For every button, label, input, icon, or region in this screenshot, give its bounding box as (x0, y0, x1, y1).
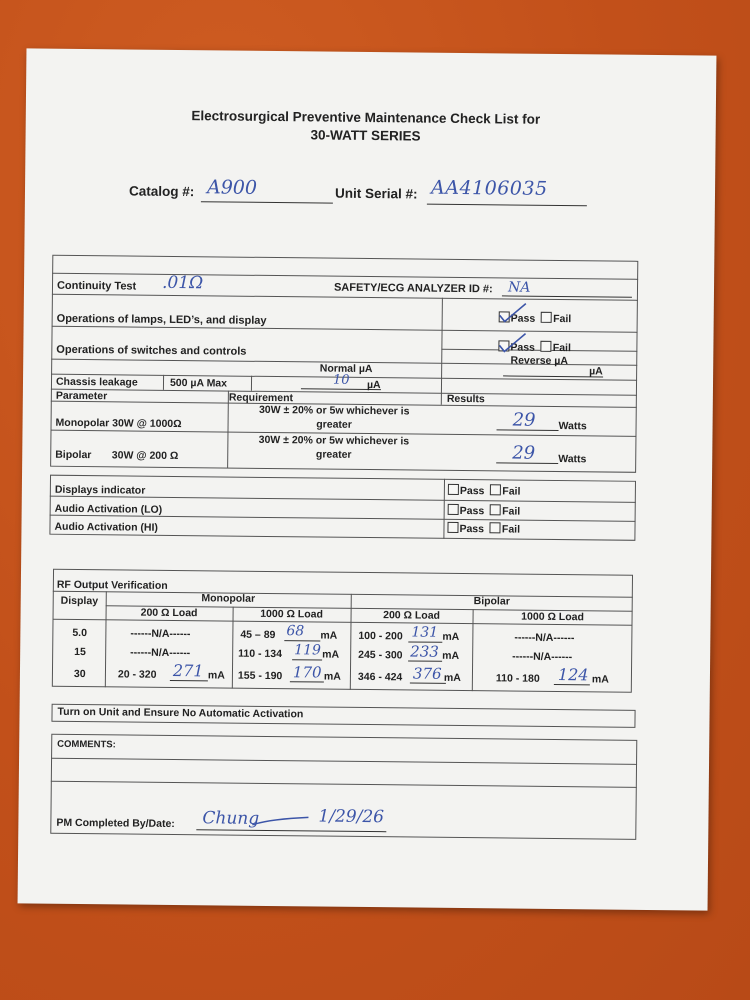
completion-date: 1/29/26 (318, 806, 385, 828)
serial-label: Unit Serial #: (334, 185, 418, 202)
rf-unit: mA (443, 671, 461, 684)
comments-label: COMMENTS: (57, 738, 116, 751)
audio-lo-pass-fail: Pass Fail (448, 504, 521, 518)
audio-hi-label: Audio Activation (HI) (54, 520, 158, 534)
switches-fail-checkbox[interactable] (541, 341, 552, 352)
chassis-max: 500 µA Max (169, 376, 228, 390)
rf-bi-200-range: 100 - 200 (358, 629, 403, 643)
rf-mono-1000-header: 1000 Ω Load (260, 607, 323, 621)
displays-indicator-label: Displays indicator (54, 483, 146, 497)
rf-title: RF Output Verification (56, 578, 168, 592)
rf-mono-1000-range: 110 - 134 (238, 647, 283, 661)
monopolar-requirement-1: 30W ± 20% or 5w whichever is (258, 403, 410, 418)
chassis-leakage-label: Chassis leakage (55, 375, 138, 389)
rf-bi-1000-range: ------N/A------ (512, 650, 573, 664)
normal-ua-header: Normal µA (319, 362, 373, 376)
normal-ua-unit: µA (366, 378, 381, 392)
ensure-label: Turn on Unit and Ensure No Automatic Activation (57, 705, 304, 721)
rf-unit: mA (322, 648, 340, 661)
monopolar-watts-value: 29 (512, 409, 536, 431)
pm-completed-label: PM Completed By/Date: (56, 816, 175, 831)
rf-mono-200-value: 271 (172, 660, 204, 681)
rf-bi-1000-value: 124 (557, 665, 589, 685)
rf-unit: mA (207, 669, 225, 682)
displays-indicator-pass-fail: Pass Fail (448, 484, 521, 498)
audio-hi-fail-checkbox[interactable] (490, 522, 501, 533)
rf-mono-1000-value: 68 (286, 623, 305, 640)
serial-value: AA4106035 (430, 176, 548, 200)
analyzer-label: SAFETY/ECG ANALYZER ID #: (333, 281, 493, 296)
lamps-pass-fail: Pass Fail (499, 311, 572, 325)
bipolar-watts-unit: Watts (558, 453, 587, 466)
rf-bi-1000-range: ------N/A------ (514, 631, 575, 645)
results-header: Results (446, 392, 485, 406)
normal-ua-value: 10 (332, 372, 350, 388)
switches-pass-check-mark (495, 330, 535, 354)
rf-bi-200-range: 245 - 300 (358, 648, 403, 662)
rf-unit: mA (320, 629, 338, 642)
rf-unit: mA (442, 630, 460, 643)
rf-mono-1000-value: 170 (292, 663, 322, 682)
rf-unit: mA (323, 670, 341, 683)
rf-bi-200-range: 346 - 424 (357, 670, 403, 684)
reverse-ua-unit: µA (589, 365, 603, 378)
lamps-pass-check-mark (496, 300, 536, 324)
form-subtitle: 30-WATT SERIES (310, 127, 421, 144)
reverse-ua-header: Reverse µA (510, 354, 569, 368)
catalog-value: A900 (206, 176, 258, 199)
rf-bi-200-header: 200 Ω Load (383, 609, 441, 622)
rf-mono-1000-range: 45 – 89 (240, 628, 276, 642)
rf-bi-1000-range: 110 - 180 (495, 672, 540, 685)
rf-mono-200-range: 20 - 320 (117, 668, 157, 681)
rf-mono-1000-range: 155 - 190 (237, 669, 283, 683)
signature: Chung (202, 808, 260, 829)
audio-hi-pass-checkbox[interactable] (447, 522, 458, 533)
rf-monopolar-header: Monopolar (201, 592, 256, 605)
catalog-label: Catalog #: (128, 183, 195, 200)
rf-display-value: 15 (74, 645, 86, 659)
rf-mono-200-range: ------N/A------ (130, 627, 191, 641)
audio-lo-pass-checkbox[interactable] (448, 504, 459, 515)
rf-mono-1000-value: 119 (294, 642, 322, 659)
switches-label: Operations of switches and controls (56, 343, 247, 358)
signature-flourish (250, 815, 310, 830)
rf-display-header: Display (60, 594, 99, 608)
audio-hi-pass-fail: Pass Fail (447, 522, 520, 536)
rf-bi-200-value: 131 (411, 624, 439, 641)
analyzer-value: NA (507, 279, 531, 296)
lamps-fail-checkbox[interactable] (541, 312, 552, 323)
rf-unit: mA (591, 673, 609, 686)
audio-lo-fail-checkbox[interactable] (490, 504, 501, 515)
lamps-label: Operations of lamps, LED’s, and display (56, 312, 267, 327)
rf-bi-1000-header: 1000 Ω Load (521, 610, 584, 624)
rf-mono-200-range: ------N/A------ (130, 646, 191, 660)
bipolar-requirement-1: 30W ± 20% or 5w whichever is (258, 433, 410, 448)
bipolar-requirement-2: greater (315, 448, 352, 461)
displays-fail-checkbox[interactable] (490, 484, 501, 495)
rf-bi-200-value: 233 (410, 642, 439, 661)
continuity-label: Continuity Test (56, 279, 137, 293)
bipolar-parameter: Bipolar 30W @ 200 Ω (55, 448, 179, 463)
rf-bi-200-value: 376 (412, 664, 442, 683)
monopolar-parameter: Monopolar 30W @ 1000Ω (55, 416, 182, 431)
continuity-value: .01Ω (161, 272, 204, 294)
displays-pass-checkbox[interactable] (448, 484, 459, 495)
bipolar-watts-value: 29 (512, 442, 536, 464)
requirement-header: Requirement (228, 391, 294, 405)
checklist-sheet (18, 48, 717, 910)
monopolar-watts-unit: Watts (558, 420, 587, 433)
rf-mono-200-header: 200 Ω Load (140, 606, 198, 620)
audio-lo-label: Audio Activation (LO) (54, 502, 163, 516)
rf-display-value: 5.0 (72, 626, 88, 640)
switches-pass-fail: Pass Fail (498, 340, 571, 354)
monopolar-requirement-2: greater (316, 418, 352, 431)
form-title: Electrosurgical Preventive Maintenance Check List for (191, 108, 541, 127)
catalog-underline (201, 201, 333, 203)
serial-underline (427, 204, 587, 207)
rf-display-value: 30 (73, 667, 86, 681)
rf-bipolar-header: Bipolar (473, 595, 510, 608)
parameter-header: Parameter (55, 389, 108, 403)
rf-unit: mA (442, 649, 460, 662)
